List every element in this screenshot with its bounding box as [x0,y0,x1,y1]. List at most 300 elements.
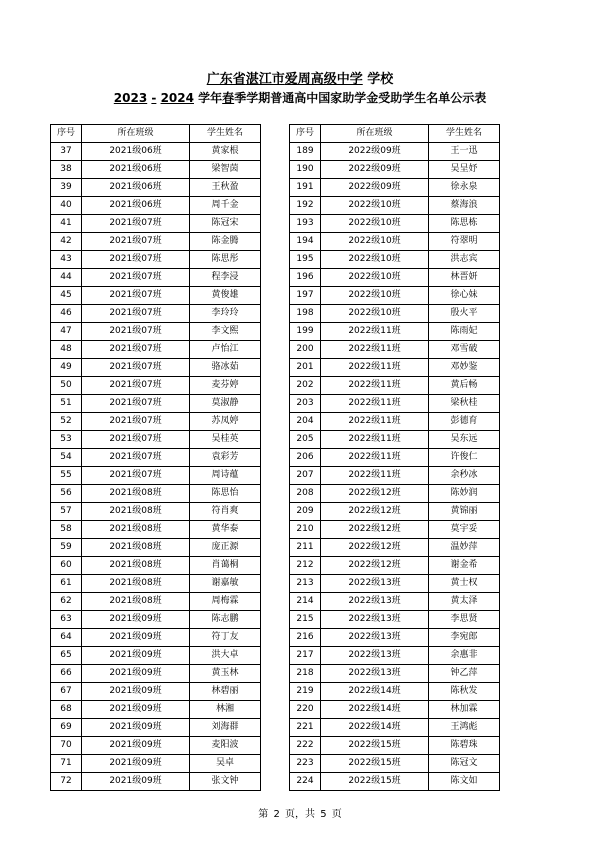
cell-no: 219 [290,683,321,701]
cell-name: 吴卓 [190,755,261,773]
cell-class: 2022级12班 [321,503,429,521]
cell-no: 71 [51,755,82,773]
cell-class: 2021级07班 [82,233,190,251]
header-no: 序号 [290,125,321,143]
table-row [51,377,261,395]
cell-name: 袁彩芳 [190,449,261,467]
table-row [290,161,500,179]
cell-no: 196 [290,269,321,287]
table-row [51,143,261,161]
cell-no: 70 [51,737,82,755]
table-row [51,161,261,179]
cell-name: 张文钟 [190,773,261,791]
cell-name: 梁秋桂 [429,395,500,413]
table-row [290,323,500,341]
table-row [51,485,261,503]
cell-no: 64 [51,629,82,647]
cell-class: 2021级08班 [82,557,190,575]
cell-name: 吴呈妤 [429,161,500,179]
cell-no: 46 [51,305,82,323]
cell-class: 2021级07班 [82,251,190,269]
table-row [290,197,500,215]
table-row [290,557,500,575]
cell-no: 50 [51,377,82,395]
cell-no: 40 [51,197,82,215]
table-row [290,665,500,683]
cell-class: 2021级06班 [82,161,190,179]
footer-ye2: 页 [331,809,342,820]
cell-class: 2021级09班 [82,737,190,755]
year-start-field: 2023 [113,91,148,105]
cell-no: 58 [51,521,82,539]
table-row [290,377,500,395]
table-row [290,701,500,719]
school-suffix: 学校 [367,72,394,87]
cell-class: 2022级13班 [321,593,429,611]
cell-name: 陈秋发 [429,683,500,701]
cell-name: 洪大卓 [190,647,261,665]
cell-class: 2021级07班 [82,449,190,467]
city-field: 湛江市 [245,72,285,87]
cell-no: 200 [290,341,321,359]
cell-no: 72 [51,773,82,791]
cell-name: 周梅霖 [190,593,261,611]
header-class: 所在班级 [321,125,429,143]
footer-di: 第 [258,809,269,820]
cell-name: 骆冰茹 [190,359,261,377]
table-row [290,683,500,701]
table-row [51,755,261,773]
cell-no: 53 [51,431,82,449]
cell-name: 王鸿彪 [429,719,500,737]
year-dash: - [151,91,157,105]
cell-name: 陈金腾 [190,233,261,251]
cell-no: 208 [290,485,321,503]
cell-name: 陈冠文 [429,755,500,773]
table-row [51,701,261,719]
table-row [290,233,500,251]
cell-name: 刘海群 [190,719,261,737]
cell-no: 37 [51,143,82,161]
table-row [51,611,261,629]
page-number: 2 [273,809,280,820]
title-rest: 季学期普通高中国家助学金受助学生名单公示表 [234,91,487,105]
cell-class: 2022级13班 [321,647,429,665]
cell-no: 66 [51,665,82,683]
cell-name: 黄家根 [190,143,261,161]
cell-no: 56 [51,485,82,503]
cell-class: 2022级10班 [321,305,429,323]
table-row [290,539,500,557]
cell-name: 陈文如 [429,773,500,791]
cell-name: 王秋盈 [190,179,261,197]
cell-class: 2021级07班 [82,269,190,287]
table-row [51,719,261,737]
cell-name: 黄士权 [429,575,500,593]
cell-no: 59 [51,539,82,557]
table-row [51,215,261,233]
table-row [51,593,261,611]
cell-no: 214 [290,593,321,611]
cell-class: 2022级13班 [321,665,429,683]
cell-class: 2022级10班 [321,251,429,269]
roster-table-left [50,124,261,791]
table-row [51,359,261,377]
cell-no: 220 [290,701,321,719]
table-row [51,539,261,557]
cell-no: 222 [290,737,321,755]
cell-no: 195 [290,251,321,269]
cell-name: 陈碧珠 [429,737,500,755]
table-row [290,629,500,647]
cell-name: 林湘 [190,701,261,719]
cell-no: 206 [290,449,321,467]
cell-no: 189 [290,143,321,161]
header-name: 学生姓名 [190,125,261,143]
cell-name: 洪志宾 [429,251,500,269]
cell-class: 2022级11班 [321,395,429,413]
cell-name: 黄后畅 [429,377,500,395]
cell-class: 2021级08班 [82,575,190,593]
cell-name: 苏凤婷 [190,413,261,431]
cell-no: 63 [51,611,82,629]
cell-name: 殷火平 [429,305,500,323]
cell-no: 217 [290,647,321,665]
xuenian-label: 学年 [198,91,223,105]
cell-no: 201 [290,359,321,377]
cell-class: 2022级13班 [321,575,429,593]
cell-name: 余惠非 [429,647,500,665]
cell-class: 2021级06班 [82,143,190,161]
table-row [290,359,500,377]
cell-class: 2022级15班 [321,737,429,755]
table-row [290,737,500,755]
cell-class: 2021级07班 [82,377,190,395]
cell-name: 邓雪破 [429,341,500,359]
table-row [290,395,500,413]
cell-class: 2021级08班 [82,521,190,539]
cell-class: 2022级09班 [321,161,429,179]
cell-name: 林加霖 [429,701,500,719]
table-row [290,179,500,197]
cell-name: 程李浸 [190,269,261,287]
cell-class: 2022级10班 [321,233,429,251]
roster-table-right [289,124,500,791]
cell-name: 符翠明 [429,233,500,251]
table-row [51,467,261,485]
cell-no: 45 [51,287,82,305]
cell-class: 2021级06班 [82,179,190,197]
cell-class: 2021级07班 [82,359,190,377]
cell-name: 蔡海浪 [429,197,500,215]
cell-class: 2021级08班 [82,539,190,557]
table-row [290,773,500,791]
cell-name: 林碧丽 [190,683,261,701]
table-row [51,683,261,701]
cell-name: 陈志鹏 [190,611,261,629]
cell-name: 李宛郎 [429,629,500,647]
cell-class: 2021级08班 [82,503,190,521]
cell-class: 2022级12班 [321,539,429,557]
title-school-line [0,72,600,88]
table-row [51,233,261,251]
table-row [51,395,261,413]
cell-class: 2022级11班 [321,431,429,449]
table-row [290,305,500,323]
cell-class: 2021级09班 [82,683,190,701]
cell-class: 2021级07班 [82,395,190,413]
table-row [51,647,261,665]
table-row [290,647,500,665]
total-pages: 5 [320,809,327,820]
table-row [51,773,261,791]
cell-no: 199 [290,323,321,341]
cell-class: 2022级11班 [321,341,429,359]
table-row [290,215,500,233]
table-row [51,269,261,287]
table-row [51,287,261,305]
cell-no: 43 [51,251,82,269]
table-row [51,323,261,341]
cell-no: 41 [51,215,82,233]
cell-class: 2021级07班 [82,431,190,449]
cell-no: 42 [51,233,82,251]
cell-class: 2022级10班 [321,215,429,233]
roster-body-right [290,143,500,791]
cell-name: 卢怡江 [190,341,261,359]
cell-no: 197 [290,287,321,305]
cell-no: 68 [51,701,82,719]
cell-no: 198 [290,305,321,323]
cell-no: 60 [51,557,82,575]
cell-no: 47 [51,323,82,341]
cell-name: 黄玉林 [190,665,261,683]
year-end-field: 2024 [160,91,194,105]
cell-name: 彭德育 [429,413,500,431]
cell-no: 210 [290,521,321,539]
cell-class: 2022级14班 [321,701,429,719]
table-row [51,503,261,521]
cell-class: 2022级11班 [321,449,429,467]
cell-no: 209 [290,503,321,521]
cell-no: 221 [290,719,321,737]
cell-no: 192 [290,197,321,215]
cell-no: 193 [290,215,321,233]
cell-class: 2021级07班 [82,413,190,431]
cell-class: 2021级09班 [82,773,190,791]
table-row [290,575,500,593]
header-class: 所在班级 [82,125,190,143]
cell-name: 吴桂英 [190,431,261,449]
cell-class: 2022级11班 [321,413,429,431]
cell-no: 67 [51,683,82,701]
cell-name: 符肖爽 [190,503,261,521]
footer-ye: 页，共 [285,809,315,820]
cell-class: 2022级15班 [321,773,429,791]
cell-name: 林晋妍 [429,269,500,287]
table-row [51,449,261,467]
cell-class: 2022级09班 [321,179,429,197]
table-row [51,575,261,593]
cell-no: 51 [51,395,82,413]
cell-no: 44 [51,269,82,287]
cell-class: 2021级09班 [82,755,190,773]
cell-no: 224 [290,773,321,791]
cell-class: 2022级10班 [321,287,429,305]
page-footer [0,808,600,822]
cell-name: 符丁友 [190,629,261,647]
cell-no: 52 [51,413,82,431]
cell-class: 2022级12班 [321,485,429,503]
cell-no: 202 [290,377,321,395]
cell-no: 218 [290,665,321,683]
cell-no: 204 [290,413,321,431]
cell-class: 2022级12班 [321,557,429,575]
header-name: 学生姓名 [429,125,500,143]
cell-name: 吴东远 [429,431,500,449]
cell-no: 203 [290,395,321,413]
cell-class: 2021级09班 [82,701,190,719]
table-row [51,305,261,323]
cell-name: 陈思彤 [190,251,261,269]
header-no: 序号 [51,125,82,143]
cell-name: 徐永泉 [429,179,500,197]
cell-no: 215 [290,611,321,629]
roster-body-left [51,143,261,791]
cell-no: 213 [290,575,321,593]
table-row [290,413,500,431]
cell-name: 邓妙鉴 [429,359,500,377]
cell-class: 2021级07班 [82,215,190,233]
cell-no: 39 [51,179,82,197]
cell-class: 2022级11班 [321,359,429,377]
cell-name: 王一迅 [429,143,500,161]
cell-no: 62 [51,593,82,611]
table-row [290,503,500,521]
table-row [290,341,500,359]
cell-class: 2021级08班 [82,593,190,611]
cell-no: 190 [290,161,321,179]
cell-no: 69 [51,719,82,737]
table-row [51,629,261,647]
cell-no: 194 [290,233,321,251]
cell-name: 莫淑静 [190,395,261,413]
cell-class: 2022级10班 [321,197,429,215]
cell-no: 212 [290,557,321,575]
cell-name: 莫宇妥 [429,521,500,539]
cell-class: 2021级09班 [82,665,190,683]
table-row [290,143,500,161]
table-row [290,593,500,611]
cell-no: 54 [51,449,82,467]
table-row [51,197,261,215]
table-row [290,485,500,503]
table-row [51,521,261,539]
cell-class: 2021级09班 [82,647,190,665]
season-field: 春 [222,91,235,105]
table-row [51,737,261,755]
title-list-line [0,90,600,106]
table-header-row [290,125,500,143]
cell-name: 黄华泰 [190,521,261,539]
cell-class: 2022级11班 [321,377,429,395]
cell-no: 49 [51,359,82,377]
cell-class: 2021级09班 [82,629,190,647]
province-field: 广东省 [206,72,246,87]
table-row [290,431,500,449]
school-field: 爱周高级中学 [284,72,363,87]
cell-name: 陈雨妃 [429,323,500,341]
cell-class: 2022级10班 [321,269,429,287]
cell-name: 谢金希 [429,557,500,575]
cell-class: 2022级13班 [321,611,429,629]
cell-name: 徐心妹 [429,287,500,305]
cell-name: 陈冠宋 [190,215,261,233]
table-row [51,251,261,269]
table-row [290,755,500,773]
cell-class: 2022级13班 [321,629,429,647]
cell-no: 205 [290,431,321,449]
cell-class: 2022级11班 [321,467,429,485]
cell-no: 223 [290,755,321,773]
cell-no: 211 [290,539,321,557]
cell-name: 温妙萍 [429,539,500,557]
table-row [290,521,500,539]
cell-name: 梁智茵 [190,161,261,179]
cell-class: 2021级09班 [82,611,190,629]
cell-class: 2022级14班 [321,719,429,737]
cell-name: 李文熙 [190,323,261,341]
cell-no: 55 [51,467,82,485]
cell-no: 61 [51,575,82,593]
table-row [290,449,500,467]
cell-name: 钟乙萍 [429,665,500,683]
table-row [51,557,261,575]
table-row [51,413,261,431]
cell-name: 黄锦丽 [429,503,500,521]
cell-class: 2022级12班 [321,521,429,539]
cell-class: 2022级15班 [321,755,429,773]
cell-class: 2021级06班 [82,197,190,215]
cell-name: 周诗蕴 [190,467,261,485]
cell-no: 38 [51,161,82,179]
cell-class: 2021级09班 [82,719,190,737]
cell-class: 2021级07班 [82,287,190,305]
table-header-row [51,125,261,143]
cell-no: 57 [51,503,82,521]
cell-name: 周千金 [190,197,261,215]
cell-no: 48 [51,341,82,359]
table-row [51,431,261,449]
cell-class: 2021级08班 [82,485,190,503]
cell-name: 麦芬婷 [190,377,261,395]
table-row [51,179,261,197]
table-row [51,665,261,683]
cell-class: 2021级07班 [82,341,190,359]
cell-name: 谢嘉敏 [190,575,261,593]
cell-name: 肖蔼桐 [190,557,261,575]
cell-class: 2022级09班 [321,143,429,161]
cell-name: 许俊仁 [429,449,500,467]
cell-name: 陈妙润 [429,485,500,503]
cell-name: 余秒冰 [429,467,500,485]
cell-no: 207 [290,467,321,485]
cell-name: 李玲玲 [190,305,261,323]
cell-name: 李思贤 [429,611,500,629]
table-row [290,719,500,737]
cell-no: 65 [51,647,82,665]
table-row [290,251,500,269]
